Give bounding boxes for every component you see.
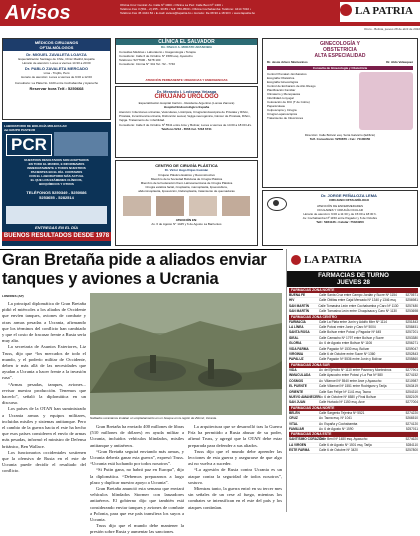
- ad-cirugia-plastica: [115, 160, 258, 246]
- pharmacy-address: Calle Camacho Nº 1797 entre Bolívar y Sucre: [319, 335, 384, 340]
- pharmacy-phone: 5253698: [405, 309, 418, 314]
- pharmacy-phone: 5251843: [405, 319, 418, 324]
- pharmacy-title: FARMACIAS DE TURNO JUEVES 28: [287, 271, 420, 287]
- pharmacy-address: Calle Beni Nº 1480 esq. Ayacucho: [319, 437, 368, 442]
- urologo-phone: Teléfono 5213 - 6566 Cel. 7218 6741: [161, 127, 212, 131]
- cirugia-phone-label: ATENCIÓN EN:: [175, 218, 198, 222]
- urologo-address: Consultorio: Calle 6 de Octubre Nº 5541 entre Arce y Bolívar, Lunes a viernes de 14:00 a 18:00 Hrs.: [119, 123, 252, 127]
- pharmacy-name: VIDA: [289, 367, 297, 372]
- pharmacy-zone-header: FARMACIAS ZONA SUR: [289, 363, 418, 368]
- pharmacy-phone: 5256981: [405, 298, 418, 303]
- ad-medicos-oftalmologos: [2, 38, 111, 120]
- pharmacy-phone: 5270571: [405, 293, 418, 297]
- gine-photo: [359, 72, 413, 130]
- pharmacy-phone: 5254310: [405, 389, 418, 394]
- gine-services: Control Prenatal • Embarazos Ecografía Obstétrica Ecografía Ginecológica Control de Embarazo de Alto Riesgo Planificación Familiar Climaterio y Menopausia Infertilidad conyugal Colocación de DIU (T de Cobre) Papanicolaou Colposcopía y Cirugía Cirugía Laparoscópica Tratamiento de Infecciones: [267, 72, 316, 120]
- doc2-hours: Horario de atención: Lunes a viernes de 9:00 a 12:00: [21, 75, 92, 79]
- lema-address: Av. Cochabamba Nº 1150 entre Pagador y 6 de Octubre: [302, 216, 378, 220]
- pharmacy-phone: 5274220: [405, 410, 418, 415]
- cirugia-photo: [156, 196, 184, 216]
- section-title: Avisos: [5, 2, 71, 24]
- pharmacy-name: SAN MARTÍN: [289, 303, 310, 308]
- lab-title: LABORATORIO DE BIOLOGÍA MOLECULAR: [4, 124, 67, 128]
- pharmacy-name: INMACULADA: [289, 373, 311, 378]
- lema-name: Dr. JORGE PEÑALOZA LEMA: [321, 193, 377, 198]
- pharmacy-name: CRUZ: [289, 416, 298, 421]
- pharmacy-phone: 5256271: [405, 341, 418, 346]
- pharmacy-phone: 5259047: [405, 346, 418, 351]
- gine-doctors: [263, 59, 417, 65]
- pharmacy-name: IDEAL: [289, 335, 299, 340]
- pharmacy-zones: [287, 287, 420, 455]
- cirugia-doctor: Dr. Víctor Hugo Rojas Guzmán: [164, 168, 209, 172]
- paragraph: Mientras tanto, la guerra entró en su tercer mes sin señales de un cese al fuego, mientras los combates se intensifican en el este del país y los ataques continúan.: [188, 486, 282, 510]
- gine-section: Consulta de Ginecología y Obstetricia: [267, 66, 413, 70]
- paragraph: Gran Bretaña ha enviado 400 millones de libras (510 millones de dólares) en ayuda militar a Ucrania, incluidos vehículos blindados, misiles antitanque y antiaéreos.: [90, 424, 184, 448]
- pharmacy-zone-header: FARMACIAS ZONA CENTRO: [289, 315, 418, 320]
- urologo-spec: Especialización Hospital Carrión - Residente Argentino (Lomas Zamora): [138, 101, 235, 105]
- pharmacy-phone: 5252843: [405, 352, 418, 357]
- pharmacy-address: Calle Villarroel Nº 1551 entre Rodríguez y Tarija: [319, 384, 387, 389]
- pharmacy-name: FAMILIAR: [289, 426, 305, 431]
- cirugia-gallery: [116, 194, 257, 218]
- gine-phone: Telf. Consultorio: 5250876 • Cel.: 71100050: [309, 137, 371, 141]
- article-column-2: [90, 424, 184, 535]
- article-column-1: [2, 301, 86, 511]
- pharmacy-name: NUEVO AMANECER: [289, 394, 320, 399]
- gine-body: [263, 71, 417, 131]
- doc1-hours: Horario de atención: Lunes a viernes 14:30 a 20:00: [22, 61, 91, 65]
- cirugia-info: Cirujano Plástico Estético y Reconstructivo Miembro de la Sociedad Boliviana de Cirugía Plástica Miembro de la Federación Ibero Latinoamericana de Cirugía Plástica Cirugía estética facial, rinoplastía, mamoplastía, lipoescultura, abdominoplastía, liposucción, blefaroplastía, tratamiento de quemaduras: [138, 173, 235, 193]
- pharmacy-zone-header: FARMACIAS ZONA NORTE: [289, 288, 418, 293]
- pharmacy-phone: 5263419: [405, 384, 418, 389]
- pharmacy-address: Av. 6 de Octubre Nº 6580 y Final Bolívar: [319, 394, 377, 399]
- brand-emblem-icon: [340, 4, 352, 16]
- lema-phone: Telf.: 5284136 • Celular: 75423200: [316, 220, 364, 224]
- pharmacy-name: BELÉN: [289, 410, 300, 415]
- pharmacy-phone: 5257480: [405, 303, 418, 308]
- pharmacy-phone: 5255860: [405, 357, 418, 362]
- office-info: Oficina Cruz Central: Av. Calle Nº 4900 • Oficina La Paz: Calle Beni Nº 1400 • Teléfono Fax 3 (591 - 2) 255 - 30 89 • Telf. 780-0500 • Oficina Cochabamba: Teléfono: 4414 7010 • Teléfono Fax 45 4444 84 • E-mail: avisos@lapatria.bo • Horario: De 08:30 a 18:30 h • www.lapatria.bo: [120, 3, 256, 15]
- pharmacy-phone: 5210987: [405, 378, 418, 383]
- pharmacy-address: Av. del Ejército Nº 1110 entre Pavona y Montecinos: [319, 367, 392, 372]
- lema-line1: ATENCIÓN DE ENFERMEDADES: [316, 204, 364, 208]
- cirugia-photo: [222, 196, 250, 216]
- clinica-title: CLÍNICA EL SALVADOR: [116, 39, 257, 45]
- urologo-hospital: Hospital Endourológico España: [163, 105, 210, 109]
- ad-urologo: [115, 86, 258, 158]
- paragraph: “Si Putin gana, no habrá paz en Europa”, dijo la diplomática. “Debemos prepararnos a largo plazo y duplicar nuestro apoyo a Ucrania”.: [90, 467, 184, 485]
- pharmacy-address: Calle Santa Cruz entre Campo Jordán y Sucre Nº 1154: [319, 293, 397, 297]
- pharmacy-address: Calle Bolívar entre Potosí y Pagador Nº 645: [319, 330, 382, 335]
- pharmacy-name: EL PUENTE: [289, 384, 307, 389]
- pharmacy-address: Av. 6 de Agosto entre Bolívar Nº 1106: [319, 341, 373, 346]
- paragraph: Gran Bretaña anunció esta semana que enviará vehículos blindados Stormer con lanzadores antiaéreos. El gobierno dijo que también está considerando enviar tanques y aviones de combate a Polonia, para que ese país transfiera los suyos a Ucrania.: [90, 486, 184, 523]
- doc1-name: Dr. MIGUEL ZAVALETA LOAYZA: [26, 52, 87, 57]
- pharmacy-row: [289, 448, 418, 453]
- pharmacy-name: SANTÍSIMO CORAZÓN: [289, 437, 324, 442]
- urologo-title: CIRUJANO URÓLOGO: [154, 94, 219, 100]
- gine-doc-left: Dr. Jesús Arturo Montecinos: [267, 60, 308, 64]
- pharmacy-address: Calle La Plata entre Junín y Adolfo Mier Nº 1114: [319, 319, 387, 324]
- article-dateline: LONDRES (AP): [2, 294, 24, 298]
- lab-slogan: BUENOS RESULTADOS DESDE 1978: [3, 233, 110, 239]
- lema-spec: CIRUJANO OFTALMÓLOGO: [329, 198, 369, 202]
- doc2-name: Dr. PABLO ZAVALETA MERCADO: [24, 66, 89, 71]
- pharmacy-name: COSMOS: [289, 378, 304, 383]
- paragraph: La principal diplomática de Gran Bretaña pidió el miércoles a los aliados de Occidente que envíen tanques, aviones de combate y otras armas pesadas a Ucrania, afirmando que los términos del conflicto han cambiado y que el costo de fracasar frente a Rusia sería muy alto.: [2, 301, 86, 344]
- paragraph: “Gran Bretaña seguirá enviando más armas, y Ucrania debería ganar esta guerra”, expresó Truss. “Ucrania está luchando por todos nosotros”.: [90, 448, 184, 467]
- ad-clinica-salvador: [115, 38, 258, 84]
- medicos-phone: Reservar hora Telf.: 5250668: [29, 86, 84, 91]
- pharmacy-address: Calle Pagador Nº 1530 esq. Bolívar: [319, 346, 370, 351]
- pharmacy-name: VITAL: [289, 421, 298, 426]
- pharmacy-name: BUENA FE: [289, 293, 306, 297]
- pharmacy-brand: LA PATRIA: [304, 254, 362, 266]
- soldiers-photo: [90, 293, 282, 415]
- paragraph: La arquitectura que se desarrolló tras la Guerra Fría ha permitido a Rusia abusar de su poder, afirmó Truss, y agregó que la OTAN debe estar preparada para defender a sus aliados.: [188, 424, 282, 448]
- pharmacy-address: Calle Tomasina León entre Chuquisaca y Caro Nº 1130: [319, 309, 397, 314]
- pupil-icon: [273, 200, 279, 206]
- pharmacy-phone: 5274120: [405, 421, 418, 426]
- pharmacy-name: VIDA FARMA: [289, 346, 309, 351]
- pharmacy-address: Calle 6 de Agosto Nº 1501 esq. Tarija: [319, 442, 372, 447]
- pharmacy-phone: 5253380: [405, 335, 418, 340]
- cirugia-photo: [123, 196, 151, 216]
- lab-photo: [54, 132, 108, 156]
- urologo-body: Atención: Infecciones urinarias, Vesiculares, Litotripsia, Cirugía Endoscópica de Próstata y Riñón, Próstata, Incontinencia urinaria, Disfunción sexual, Vejiga neurogénica, Cáncer de Próstata, Riñón, Vejiga. Tratamiento de: infertilidad.: [119, 110, 251, 122]
- clinica-urgent: ATENCIÓN PERMANENTE URGENCIAS Y EMERGENCIAS: [145, 78, 228, 82]
- pharmacy-name: SANTA ROSA: [289, 330, 310, 335]
- pharmacy-address: Calle Hurtado Nº 1150 esq. Arce: [319, 400, 365, 405]
- paragraph: Los funcionarios occidentales sostienen que la ofensiva de Rusia en el este de Ucrania puede decidir el resultado del conflicto.: [2, 449, 86, 474]
- pharmacy-address: Calle Potosí entre Junín y Caro Nº 5004: [319, 325, 376, 330]
- pharmacy-phone: 5257201: [405, 330, 418, 335]
- pharmacy-phone: 5257800: [405, 448, 418, 453]
- article-photo: [90, 293, 282, 415]
- clinica-info: Consultas Médicas • Laboratorio • Imagenología • Terapia Consultorio: Calle 6 de Octubre N° 1580 esq. Ayacucho Teléfonos: 5277900 - 5278 100 Consultorio: Cimina N° 341 Tel.: 52 - 7740: [119, 50, 196, 66]
- ad-ginecologia: [262, 38, 418, 188]
- pharmacy-name: FARMACIA: [289, 319, 306, 324]
- photo-caption: Soldados ucranianos instalan un emplazamiento en un bosque en la región de Zitomir, Ucrania.: [90, 416, 217, 420]
- lab-claims: NUESTROS RESULTADOS SON ACEPTADOS EN TODO EL MUNDO, E INFORMAMOS INMEDIATAMENTE A TODOS NUESTROS PACIENTES EN EL DÍA. CONTAMOS CON EL LABORATORIO MÁS ACTUAL EL QUE LOS EXÁMENES CLÍNICOS, BIOQUÍMICOS Y OTROS: [24, 158, 89, 186]
- pharmacy-phone: 5274152: [405, 373, 418, 378]
- brand-logo: LA PATRIA: [355, 5, 413, 17]
- pharmacy-brand-row: [287, 249, 420, 271]
- cirugia-title: CENTRO DE CIRUGÍA PLÁSTICA: [155, 163, 218, 168]
- pharmacy-zone-header: FARMACIAS ZONA ESTE: [289, 432, 418, 437]
- pharmacy-address: Av. 6 de Agosto Nº 1590: [319, 426, 354, 431]
- cirugia-photo: [189, 196, 217, 216]
- pharmacy-address: Calle Oblitas entre Cajal Mercado Nº 1340 y 1346 esq.: [319, 298, 397, 303]
- divider: [0, 249, 283, 250]
- pharmacy-address: Av. España y Cochabamba: [319, 421, 358, 426]
- gine-doc-right: Dr. Aldo Velasquez: [386, 60, 413, 64]
- clinica-director: Dir. PABLO A. MORATO ARANCIBIA: [160, 45, 213, 49]
- medicos-address: Consultorio: La Plata No. 1020 entre Cochabamba y Ayacucho: [14, 81, 99, 85]
- pharmacy-phone: 5257011: [405, 426, 418, 431]
- lema-hours: Horario de atención: 9:00 a 11:30 y de 15:00 a 18:30 h.: [303, 212, 377, 216]
- paragraph: La secretaria de Asuntos Exteriores, Liz Truss, dijo que “los mercados de todo el mundo, y el poderío militar de Occidente, deben ir más allá de las necesidades que ayudan a Ucrania a hacer frente a la invasión rusa”.: [2, 344, 86, 381]
- pharmacy-name: SAN MARTÍN: [289, 309, 310, 314]
- gine-title: GINECOLOGÍA Y OBSTETRICIA ALTA ESPECIALIDAD: [314, 41, 366, 59]
- ad-medicos-title: MÉDICOS CIRUJANOS OFTALMÓLOGOS: [3, 39, 110, 51]
- pharmacy-name: VIRGINIA: [289, 352, 304, 357]
- cirugia-address: Av. 6 de Agosto N° 1445 y 6 de Agosto La Barrientos: [151, 222, 222, 226]
- pharmacy-name: PAPALUZ: [289, 357, 304, 362]
- pharmacy-name: LA LÍNEA: [289, 325, 304, 330]
- lab-banner-image: [6, 206, 107, 224]
- ad-penaloza-lema: [262, 190, 418, 246]
- pharmacy-phone: 5282109: [405, 394, 418, 399]
- ad-laboratorio-pcr: [2, 122, 111, 246]
- pharmacy-name: ORIENTE: [289, 389, 304, 394]
- paragraph: “La agresión de Rusia contra Ucrania es un ataque contra la seguridad de todos nosotros”, sostuvo.: [188, 467, 282, 485]
- pharmacy-address: Calle Sargento Tejerina Nº 5521: [319, 410, 365, 415]
- pharmacy-phone: 5277004: [405, 400, 418, 405]
- pharmacy-address: Calle Ayacucho entre Potosí y La Paz Nº 580: [319, 373, 383, 378]
- doc2-spec: Lima - Trujillo, Perú: [43, 71, 70, 75]
- pharmacy-address: Calle 6 de Octubre entre Sucre Nº 1360: [319, 352, 376, 357]
- article-headline: Gran Bretaña pide a aliados enviar tanques y aviones a Ucrania: [2, 251, 267, 288]
- doc1-spec: Especialización Santiago de Chile, Clínic Madrid, España: [18, 57, 95, 61]
- pharmacy-address: Calle Pagador Nº 5536 entre Junín y Bolívar: [319, 357, 382, 362]
- paragraph: “Armas pesadas, tanques, aviones... revisar nuestra producción. Tenemos que hacerlo”, señaló la diplomática en un discurso.: [2, 381, 86, 406]
- paragraph: Truss dijo que el mundo debe aprender las lecciones de esta guerra y asegurarse de que algo así no vuelva a suceder.: [188, 448, 282, 467]
- pharmacy-address: Calle Tomasina León entre Cochabamba y Caro Nº 1130: [318, 303, 399, 308]
- pharmacy-phone: 5258451: [405, 325, 418, 330]
- pharmacy-address: Calle 6 de Octubre Nº 3420: [319, 448, 358, 453]
- pharmacy-phone: 5274620: [405, 437, 418, 442]
- urologo-name: Dr. Merardo I. Ledezma Veizaga: [156, 89, 217, 94]
- pharmacy-phone: 5284110: [405, 442, 418, 447]
- pharmacy-phone: 5277901: [405, 367, 418, 372]
- lab-delivery: ENTREGAS EN EL DÍA: [34, 225, 79, 230]
- pharmacy-address: Calle San Felipe Nº 1141 esq. Tacna: [319, 389, 371, 394]
- gine-address: Dirección: Calle Bolívar esq. Soria Galvarro (Edificio): [304, 133, 376, 137]
- pharmacy-phone: 5266510: [405, 416, 418, 421]
- pharmacy-zone-header: FARMACIAS ZONA NORTE: [289, 406, 418, 411]
- article-column-3: [188, 424, 282, 511]
- pharmacy-name: LA VIRGEN: [289, 442, 307, 447]
- lab-phones: TELÉFONOS 5250349 - 5250086 5253655 - 5282514: [26, 190, 87, 200]
- dateline: Oruro - Bolivia, jueves 28 de abril de 2022: [363, 27, 420, 31]
- lema-line2: OCULARES Y CIRUGÍA OCULAR: [317, 208, 363, 212]
- pharmacy-name: ESTE FARMA: [289, 448, 310, 453]
- pharmacy-name: SAN JUAN: [289, 400, 306, 405]
- pharmacy-address: Av. Tacna esq. Nº 1041: [319, 416, 352, 421]
- brand-emblem-icon: [291, 255, 301, 265]
- paragraph: Los países de la OTAN han suministrado a Ucrania armas y equipos militares, incluidas misiles y sistemas antitanque. Pero el cambio de la guerra hacia el este ha hecho que esos países consideren el envío de armas más pesadas, informó el ministro de Defensa británico, Ben Wallace.: [2, 406, 86, 449]
- pharmacy-name: HIV: [289, 298, 295, 303]
- pharmacy-address: Av. Villarroel Nº 5540 entre Arce y Ayacucho: [319, 378, 382, 383]
- pcr-logo: PCR: [6, 134, 52, 156]
- lab-subtitle: del GRUPO PASTEUR: [4, 128, 36, 132]
- paragraph: Truss dijo que el mundo debe mantener la presión sobre Rusia y aumentar las sanciones.: [90, 523, 184, 535]
- pharmacy-name: GLORIA: [289, 341, 302, 346]
- pharmacy-panel: [286, 249, 420, 512]
